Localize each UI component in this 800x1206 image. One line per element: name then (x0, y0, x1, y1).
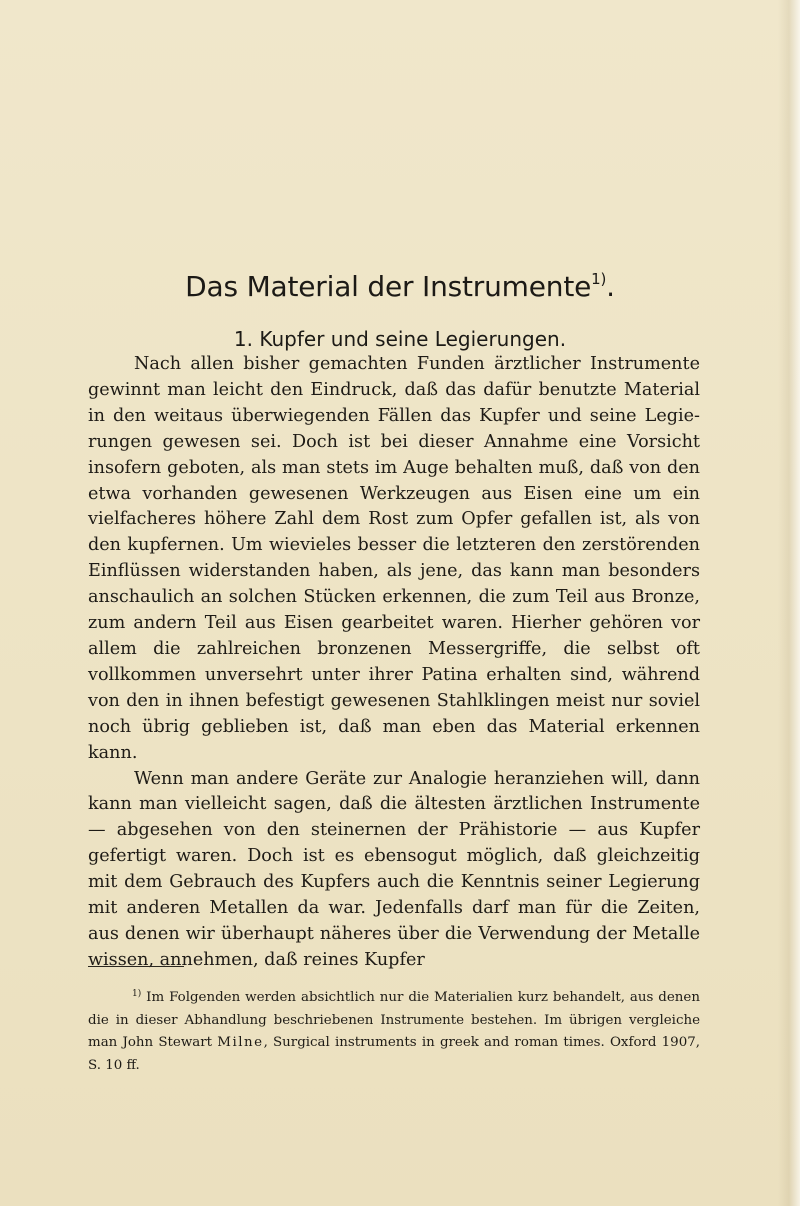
footnote-text-after: , Surgical instruments in greek and roman times. Oxford 1907, S. 10 ff. (88, 1035, 700, 1073)
body-text (88, 352, 700, 974)
footnote-marker: 1) (132, 989, 142, 999)
paragraph-2: Wenn man andere Geräte zur Analogie heranziehen will, dann kann man vielleicht sagen, daß die ältesten ärztlichen Instrumente — abgesehen von den steinernen der Prähistorie — aus Kupfer gefertigt waren. Doch ist es ebensogut möglich, daß gleichzeitig mit dem Gebrauch des Kupfers auch die Kenntnis seiner Legierung mit anderen Metallen da war. Jedenfalls darf man für die Zeiten, aus denen wir überhaupt näheres über die Verwendung der Metalle wissen, annehmen, daß reines Kupfer (88, 768, 700, 970)
footnote-text-before: Im Folgenden werden absichtlich nur die Materialien kurz behandelt, aus denen die in dieser Abhandlung beschriebenen Instrumente bestehen. Im übrigen vergleiche man John Stewart (88, 990, 700, 1050)
footnote (88, 983, 700, 1077)
section-heading: 1. Kupfer und seine Legierungen. (233, 327, 567, 351)
footnote-author: Milne (217, 1035, 264, 1050)
chapter-title-footnote-marker: 1) (591, 270, 607, 288)
chapter-title: Das Material der Instrumente$^{1)}$. (185, 270, 615, 303)
paragraph-1: Nach allen bisher gemachten Funden ärztlicher Instrumente gewinnt man leicht den Eindruck, daß das dafür benutzte Material in den weitaus überwiegenden Fällen das Kupfer und seine Legierungen gewesen sei. Doch ist bei dieser Annahme eine Vorsicht insofern geboten, als man stets im Auge behalten muß, daß von den etwa vorhanden gewesenen Werkzeugen aus Eisen eine um ein vielfacheres höhere Zahl dem Rost zum Opfer gefallen ist, als von den kupfernen. Um wievieles besser die letzteren den zerstörenden Einflüssen widerstanden haben, als jene, das kann man besonders anschaulich an solchen Stücken erkennen, die zum Teil aus Bronze, zum andern Teil aus Eisen gearbeitet waren. Hierher gehören vor allem die zahlreichen bronzenen Messergriffe, die selbst oft vollkommen unversehrt unter ihrer Patina erhalten sind, während von den in ihnen befestigt gewesenen Stahlklingen meist nur soviel noch übrig geblieben ist, daß man eben das Material erkennen kann. (88, 354, 700, 763)
page-edge-shadow (778, 0, 800, 1206)
footnote-separator (88, 966, 184, 967)
chapter-title-text: Das Material der Instrumente (185, 270, 592, 303)
